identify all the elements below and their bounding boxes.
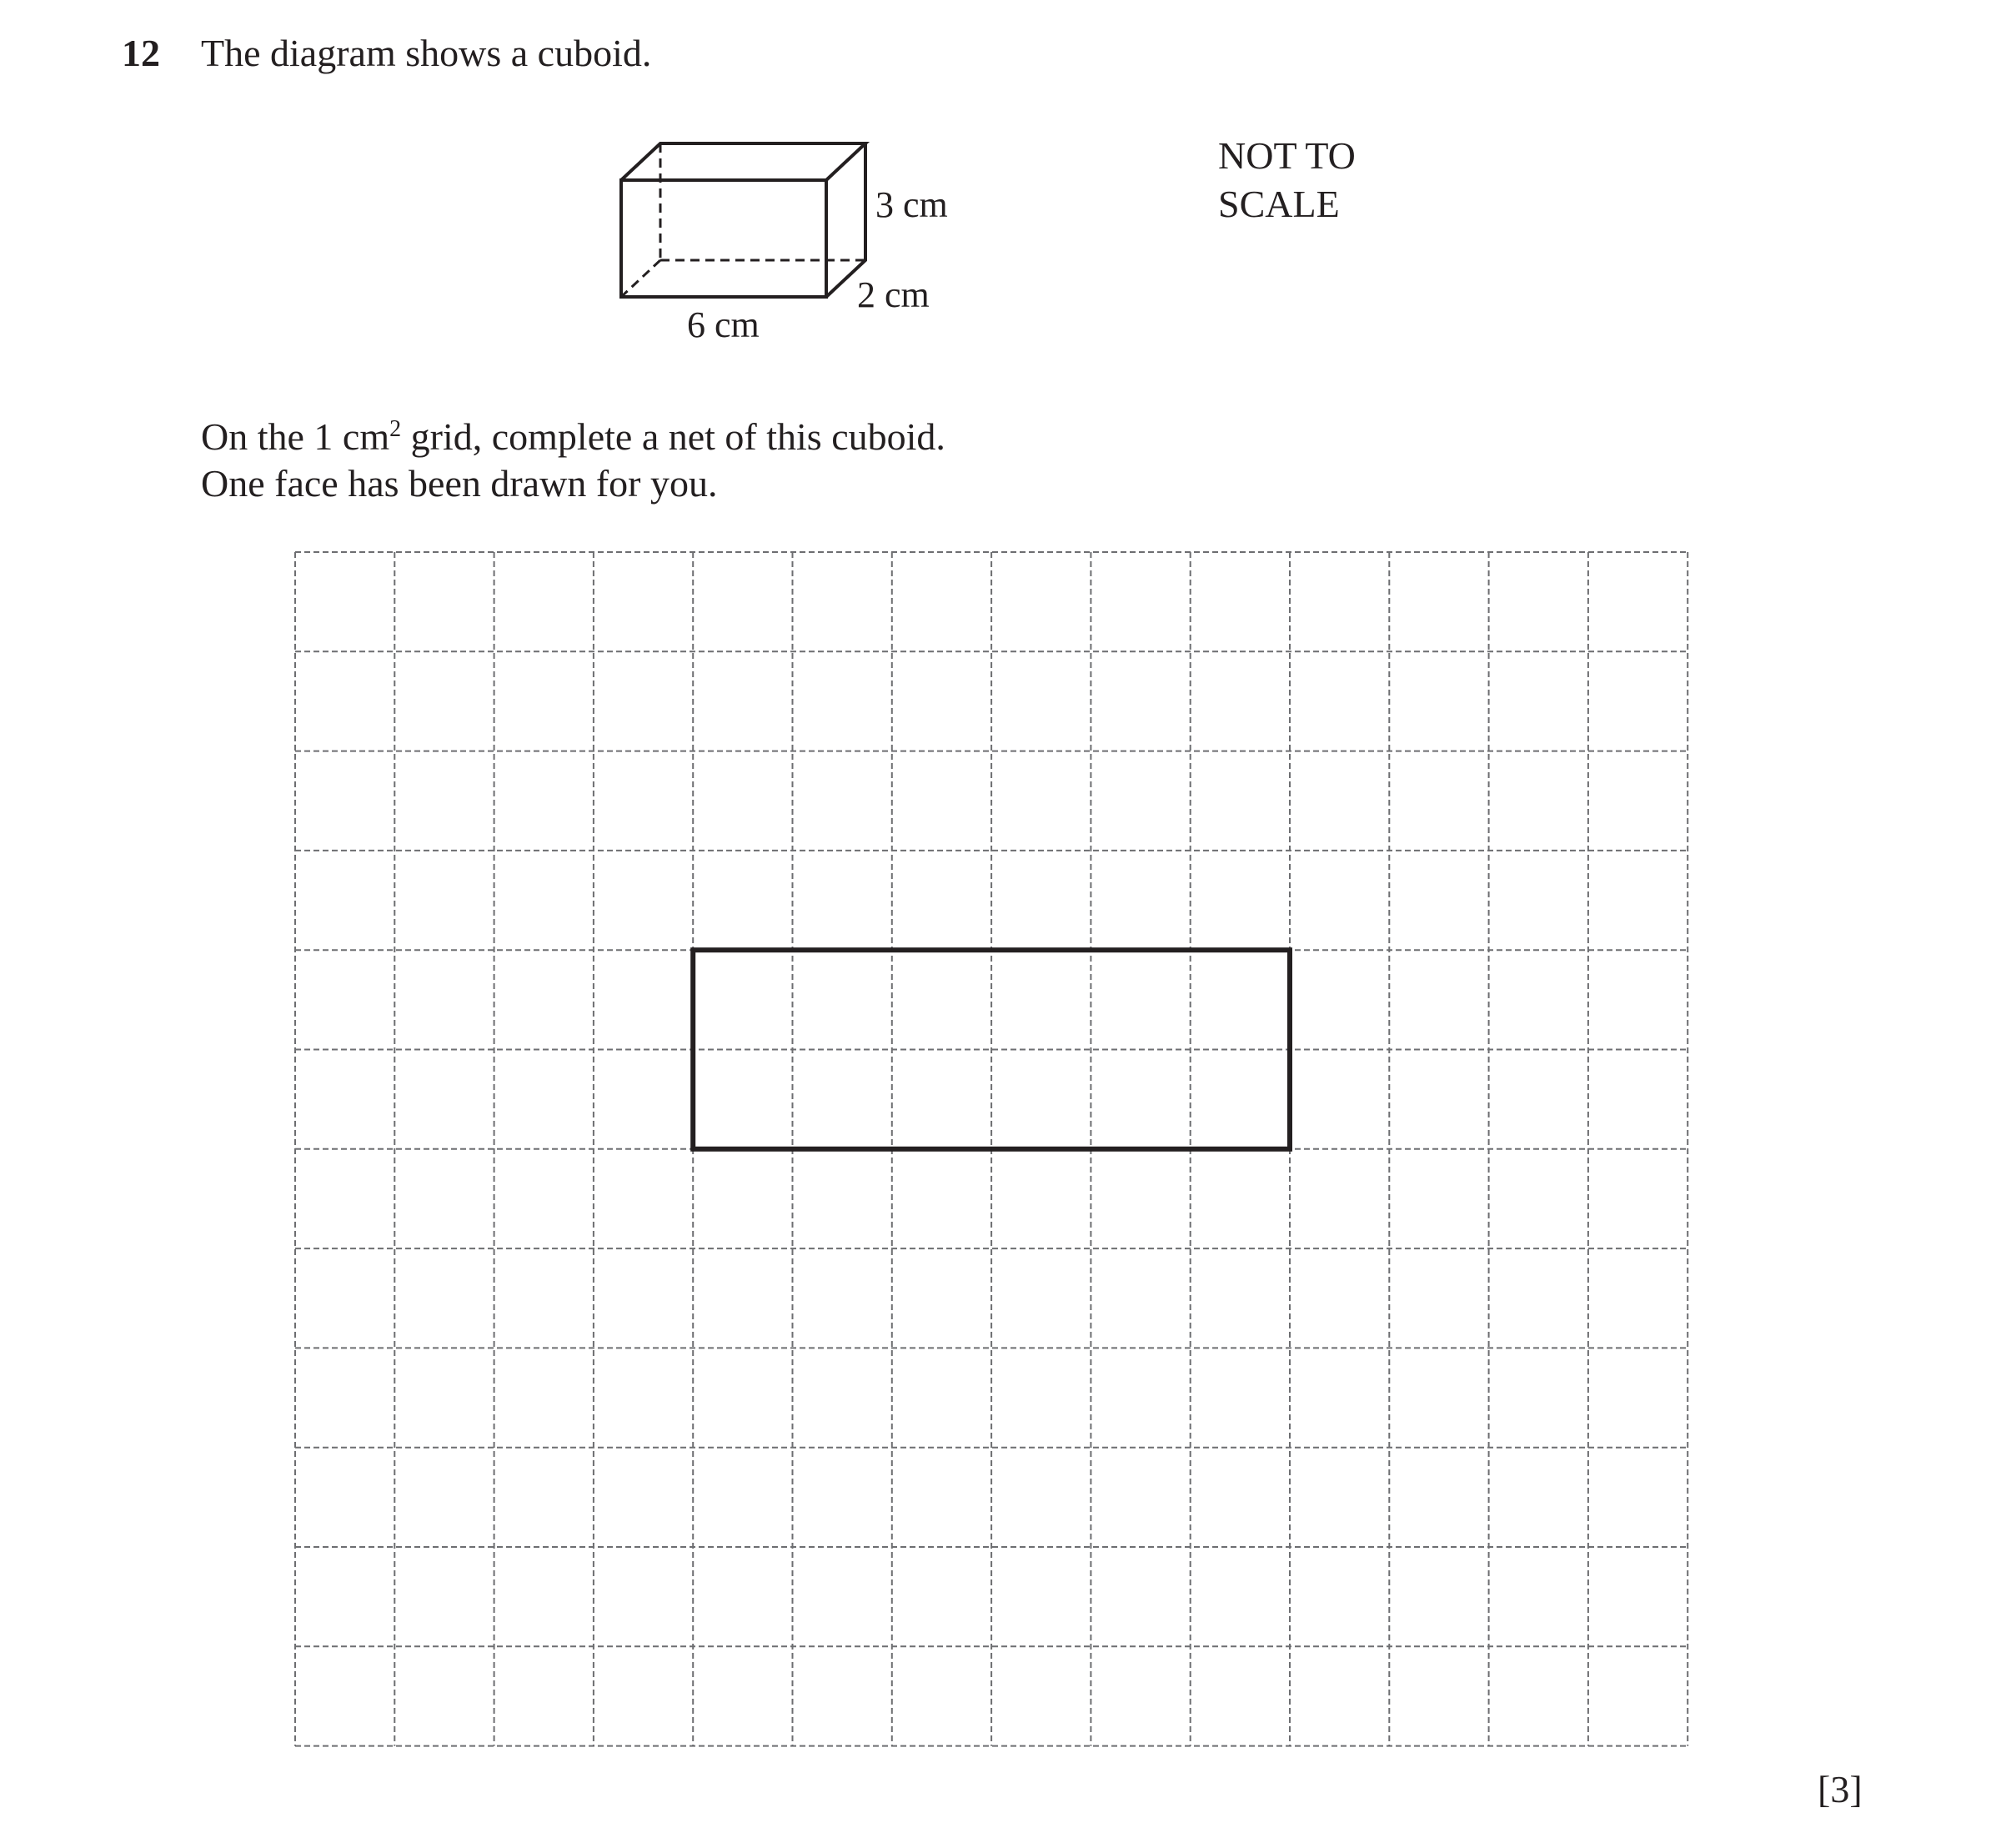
instructions: [201, 414, 945, 507]
instruction-line1-start: On the 1 cm: [201, 415, 390, 458]
marks-indicator: [3]: [1818, 1768, 1863, 1810]
cuboid-top-face: [621, 143, 865, 180]
length-label: 6 cm: [687, 304, 760, 345]
not-to-scale-line2: SCALE: [1218, 183, 1340, 225]
instruction-line1: [201, 414, 945, 460]
answer-grid[interactable]: [292, 549, 1693, 1750]
question-text: The diagram shows a cuboid.: [201, 32, 652, 74]
height-label: 3 cm: [875, 184, 948, 225]
cuboid-diagram: [584, 125, 1017, 359]
squared-superscript: 2: [389, 416, 402, 442]
not-to-scale-line1: NOT TO: [1218, 134, 1356, 177]
not-to-scale-note: [1218, 132, 1356, 228]
instruction-line2: One face has been drawn for you.: [201, 462, 718, 505]
cuboid-hidden-edges: [621, 143, 865, 297]
instruction-line1-end: grid, complete a net of this cuboid.: [401, 415, 945, 458]
depth-label: 2 cm: [857, 274, 930, 315]
cuboid-front-face: [621, 180, 826, 297]
question-number: 12: [122, 32, 160, 74]
